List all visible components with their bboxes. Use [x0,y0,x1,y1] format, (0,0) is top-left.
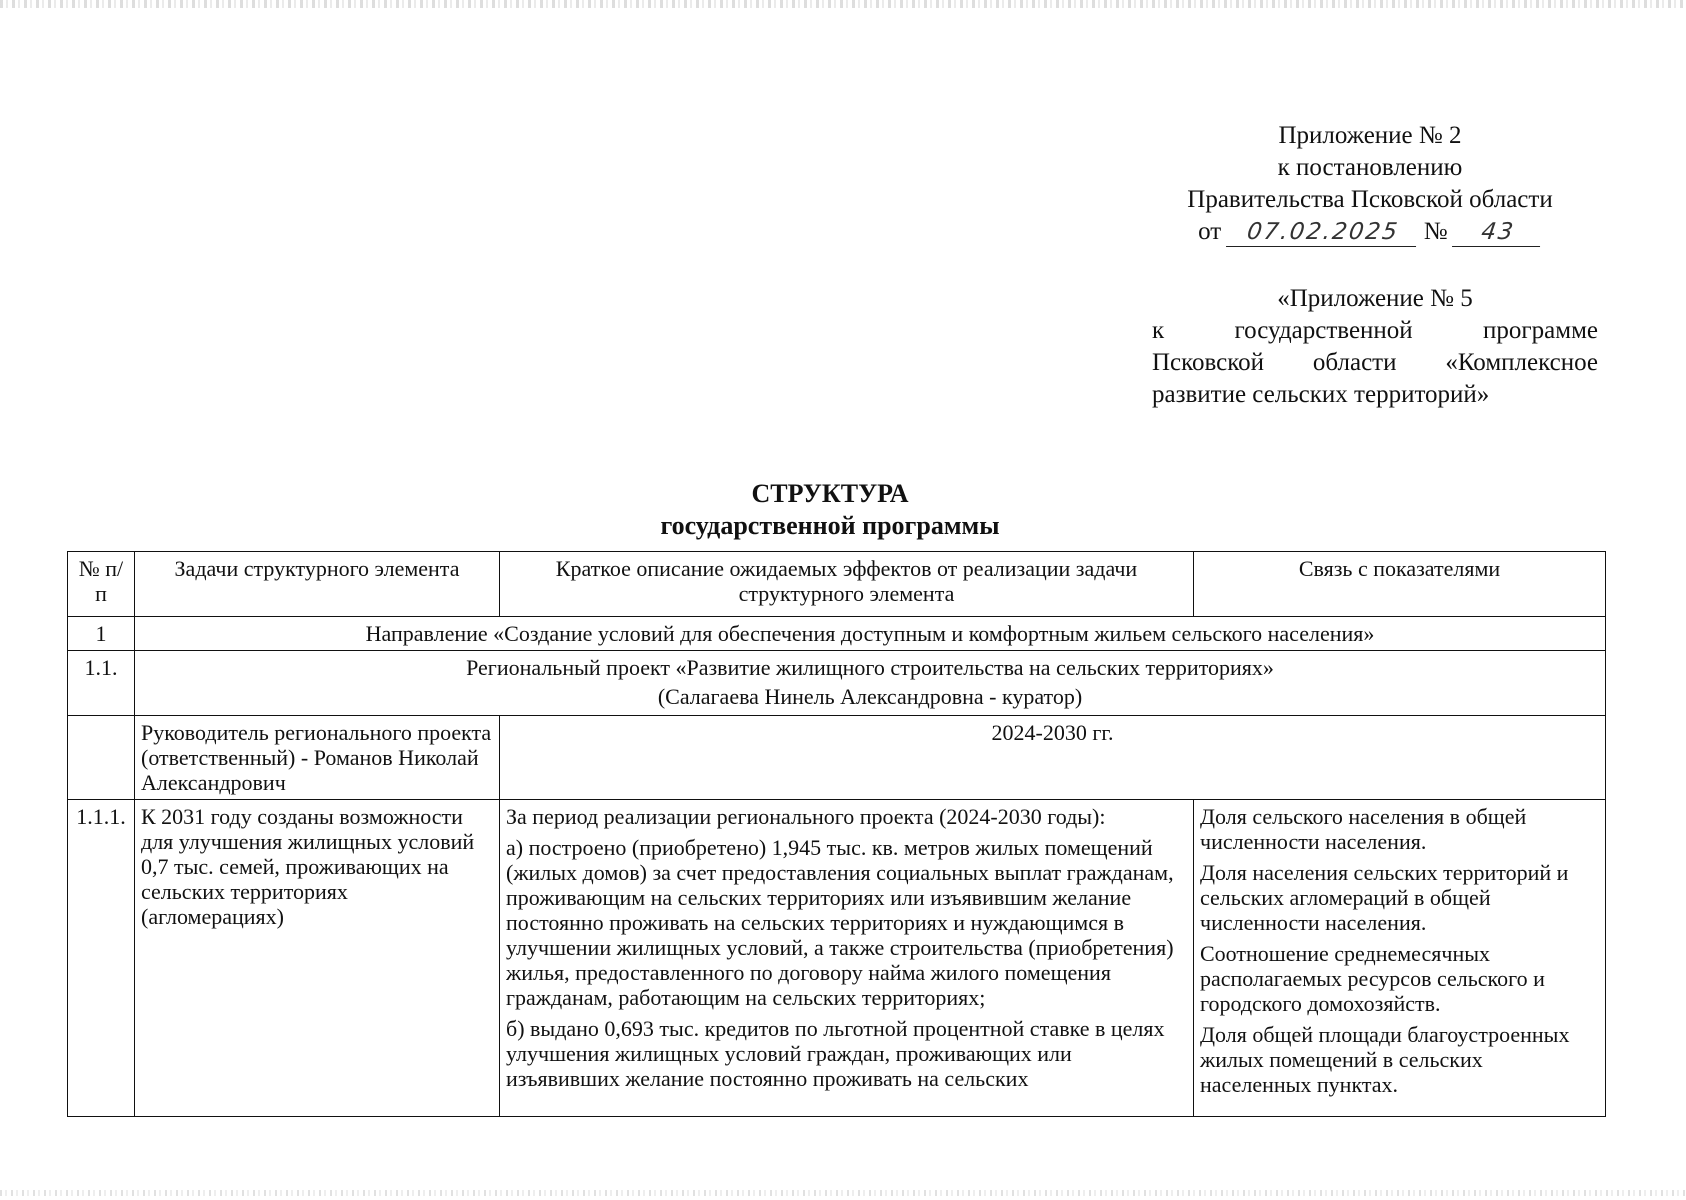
leader-row [68,716,1606,800]
document-subtitle: государственной программы [660,511,1000,540]
header-effects: Краткое описание ожидаемых эффектов от реализации задачи структурного элемента [500,552,1194,617]
government-line: Правительства Псковской области [1187,186,1553,213]
leader-text: Руководитель регионального проекта (ответственный) - Романов Николай Александрович [135,716,500,800]
indicator-4: Доля общей площади благоустроенных жилых помещений в сельских населенных пунктах. [1200,1022,1570,1097]
attachment-line-2: Псковской области «Комплексное [1152,349,1598,376]
number-label: № [1423,218,1448,245]
attachment-line-1: к государственной программе [1152,317,1598,344]
to-resolution-line: к постановлению [1277,154,1463,181]
project-title: Региональный проект «Развитие жилищного строительства на сельских территориях» [466,655,1274,680]
leader-period: 2024-2030 гг. [500,716,1606,800]
task-indicators [1194,800,1606,1117]
leader-number [68,716,135,800]
header-indicators: Связь с показателями [1194,552,1606,617]
task-number: 1.1.1. [68,800,135,1117]
project-row [68,651,1606,716]
header-number: № п/п [68,552,135,617]
structure-table [67,551,1606,1117]
from-label: от [1198,218,1222,245]
indicator-1: Доля сельского населения в общей численности населения. [1200,804,1527,854]
direction-number: 1 [68,617,135,651]
effects-item-a: а) построено (приобретено) 1,945 тыс. кв. метров жилых помещений (жилых домов) за счет предоставления социальных выплат гражданам, проживающим на сельских территориях или изъявившим желание постоянно проживать на сельских территориях и нуждающимся в улучшении жилищных условий, а также строительства (приобретения) жилья, предоставленного по договору найма жилого помещения гражданам, работающим на сельских территориях; [506,835,1174,1010]
task-row [68,800,1606,1117]
project-cell [135,651,1606,716]
direction-text: Направление «Создание условий для обеспечения доступным и комфортным жильем сельского населения» [135,617,1606,651]
indicator-2: Доля населения сельских территорий и сельских агломераций в общей численности населения. [1200,860,1569,935]
appendix-number-line: Приложение № 2 [1278,122,1462,149]
scan-edge-top [0,0,1686,8]
effects-item-b: б) выдано 0,693 тыс. кредитов по льготной процентной ставке в целях улучшения жилищных условий граждан, проживающих или изъявивших желание постоянно проживать на сельских [506,1016,1165,1091]
effects-intro: За период реализации регионального проекта (2024-2030 годы): [506,804,1106,829]
task-effects [500,800,1194,1117]
table-header-row [68,552,1606,617]
appendix-header [1150,120,1590,248]
document-title-block [440,478,1220,542]
task-text: К 2031 году созданы возможности для улучшения жилищных условий 0,7 тыс. семей, проживающих на сельских территориях (агломерациях) [135,800,500,1117]
attachment-block [1152,283,1598,411]
attachment-line-3: развитие сельских территорий» [1152,381,1490,408]
header-tasks: Задачи структурного элемента [135,552,500,617]
project-number: 1.1. [68,651,135,716]
handwritten-number: 43 [1452,218,1544,247]
indicator-3: Соотношение среднемесячных располагаемых ресурсов сельского и городского домохозяйств. [1200,941,1545,1016]
scan-edge-bottom [0,1190,1686,1196]
decree-date-number-line [1150,216,1590,248]
project-curator: (Салагаева Нинель Александровна - куратор) [657,684,1083,709]
document-title: СТРУКТУРА [751,479,909,508]
handwritten-date: 07.02.2025 [1225,218,1419,247]
attachment-title: «Приложение № 5 [1277,285,1473,312]
direction-row [68,617,1606,651]
